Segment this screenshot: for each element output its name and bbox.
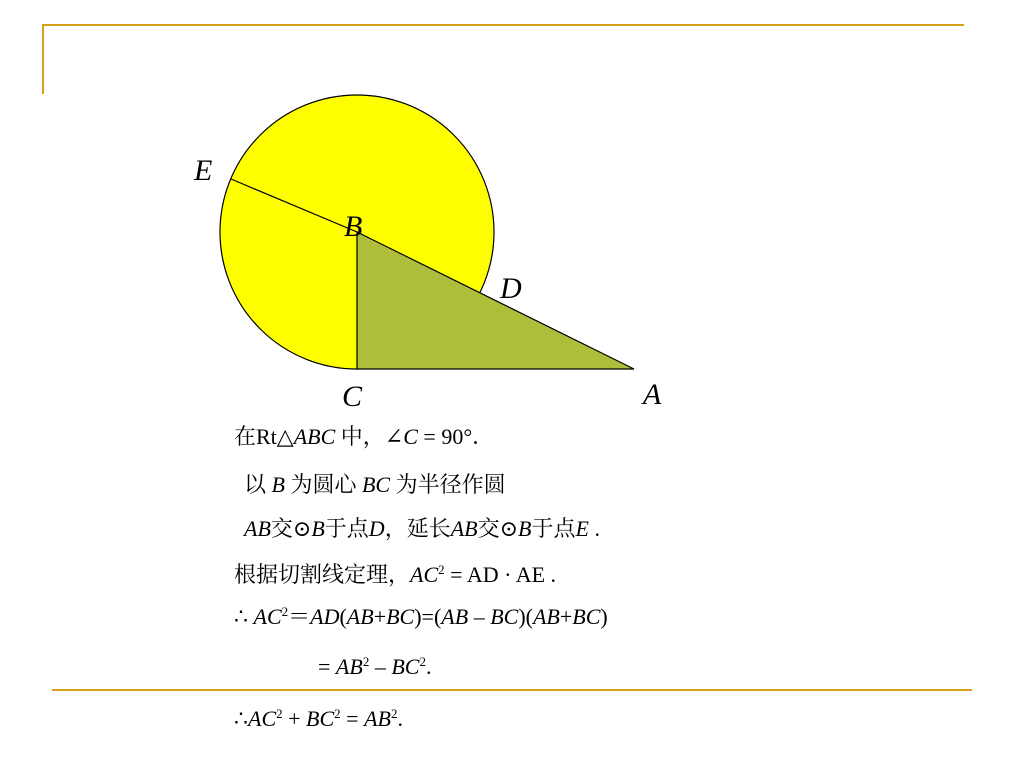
text-span: 于点 (531, 516, 576, 541)
text-span: AB (441, 604, 469, 629)
proof-line-1 (234, 424, 494, 450)
text-span: . (588, 516, 600, 541)
text-span: 为圆心 (284, 472, 362, 497)
text-span: 中，∠ (335, 424, 404, 449)
text-span: . (397, 706, 403, 731)
proof-line-6 (318, 654, 431, 680)
text-span: AB (450, 516, 478, 541)
text-span: AB (346, 604, 374, 629)
label-d: D (500, 272, 522, 305)
text-span: + (282, 706, 307, 731)
text-span: ) (600, 604, 608, 629)
text-span: ( (339, 604, 347, 629)
text-span: AB (364, 706, 391, 731)
text-span: B (311, 516, 325, 541)
text-span: 为半径作圆 (390, 472, 506, 497)
text-span: . (425, 654, 432, 679)
label-c: C (342, 380, 363, 413)
text-span: 以 (244, 472, 272, 497)
text-span: = (340, 706, 365, 731)
text-span: AB (244, 516, 271, 541)
text-span: – (369, 654, 392, 679)
proof-line-4 (234, 562, 556, 588)
text-span: AD (310, 604, 340, 629)
text-span: AC (253, 604, 282, 629)
proof-line-3 (244, 516, 600, 542)
text-span: ＝ (288, 604, 311, 629)
text-span: C (403, 424, 418, 449)
text-span: BC (572, 604, 601, 629)
text-span: 在Rt△ (234, 424, 294, 449)
proof-line-5 (234, 604, 608, 630)
text-span: 根据切割线定理， (234, 562, 411, 587)
text-span: 交⊙ (477, 516, 519, 541)
text-span: BC (490, 604, 519, 629)
text-span: AC (410, 562, 439, 587)
text-span: AC (248, 706, 277, 731)
text-span: 2 (281, 604, 289, 619)
text-span: ABC (293, 424, 336, 449)
text-span: 2 (390, 706, 398, 721)
text-span: 2 (419, 654, 426, 669)
text-span: ∴ (234, 604, 254, 629)
label-a: A (643, 378, 662, 411)
proof-line-2 (244, 472, 506, 498)
text-span: B (271, 472, 285, 497)
text-span: BC (306, 706, 335, 731)
text-span: BC (386, 604, 415, 629)
text-span: 交⊙ (270, 516, 312, 541)
text-span: ，延长 (384, 516, 451, 541)
label-b: B (344, 210, 363, 243)
text-span: D (368, 516, 385, 541)
text-span: + (373, 604, 387, 629)
text-span: )( (518, 604, 533, 629)
text-span: 于点 (324, 516, 369, 541)
text-span: BC (391, 654, 420, 679)
text-span: 2 (276, 706, 283, 721)
text-span: AB (335, 654, 363, 679)
text-span: = 90°． (417, 424, 495, 449)
text-span: AB (532, 604, 560, 629)
text-span: + (559, 604, 573, 629)
text-span: BC (361, 472, 391, 497)
text-span: 2 (362, 654, 370, 669)
text-span: = AD · AE . (444, 562, 557, 587)
text-span: B (518, 516, 532, 541)
proof-line-7 (234, 706, 403, 732)
triangle-abc (357, 232, 634, 369)
text-span: ∴ (234, 706, 248, 731)
text-span: )=( (414, 604, 442, 629)
text-span: = (318, 654, 336, 679)
label-e: E (194, 154, 213, 187)
text-span: 2 (438, 562, 445, 577)
text-span: – (468, 604, 491, 629)
text-span: E (575, 516, 589, 541)
text-span: 2 (334, 706, 341, 721)
